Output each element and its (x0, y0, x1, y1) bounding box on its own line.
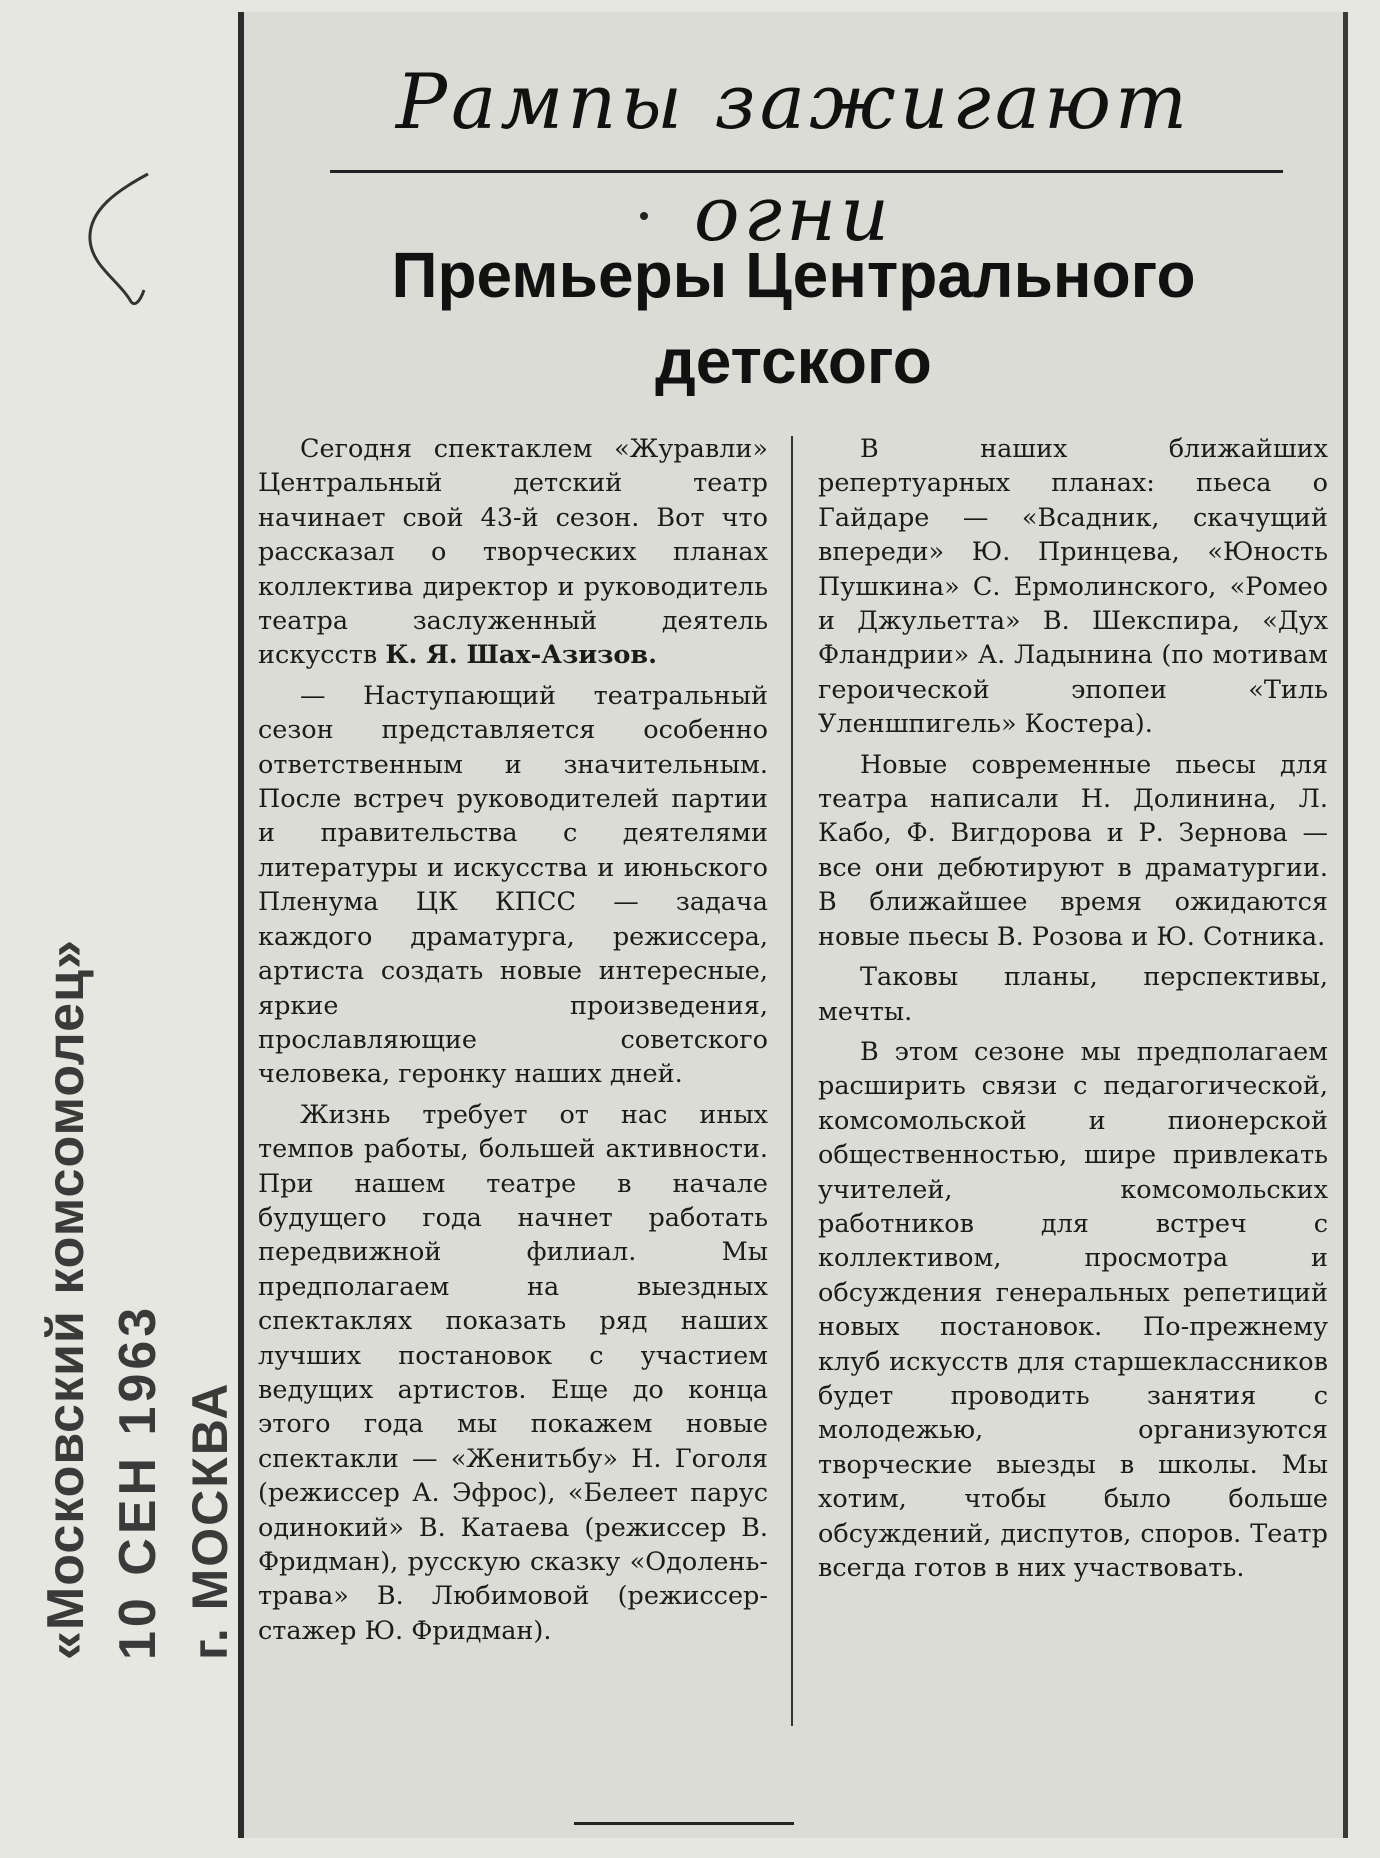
newspaper-clipping (238, 12, 1348, 1838)
paragraph: — Наступающий театральный сезон представляется особенно ответственным и значительным. После встреч руководителей партии и правительства с деятелями литературы и искусства и июньского Пленума ЦК КПСС — задача каждого драматурга, режиссера, артиста создать новые интересные, яркие произведения, прославляющие советского человека, геронку наших дней. (258, 680, 768, 1090)
separator-dot (640, 212, 648, 220)
handwritten-mark (78, 170, 158, 310)
paragraph: В наших ближайших репертуарных планах: пьеса о Гайдаре — «Всадник, скачущий впереди» Ю. Принцева, «Юность Пушкина» С. Ермолинского, «Ромео и Джульетта» В. Шекспира, «Дух Фландрии» А. Ладынина (по мотивам героической эпопеи «Тиль Уленшпигель» Костера). (818, 434, 1328, 740)
paragraph: Таковы планы, перспективы, мечты. (818, 962, 1328, 1027)
rubric-underline (330, 170, 1283, 173)
author-name: К. Я. Шах-Азизов. (385, 640, 658, 671)
rubric-title: Рампы зажигают огни (395, 57, 1192, 258)
column-divider (791, 436, 793, 1726)
newspaper-date-stamp (30, 939, 246, 1660)
paragraph: Жизнь требует от нас иных темпов работы, большей активности. При нашем театре в начале будущего года начнет работать передвижной филиал. Мы предполагаем на выездных спектаклях показать ряд наших лучших постановок с участием ведущих артистов. Еще до конца этого года мы покажем новые спектакли — «Женитьбу» Н. Гоголя (режиссер А. Эфрос), «Белеет парус одинокий» В. Катаева (режиссер В. Фридман), русскую сказку «Одолень-трава» В. Любимовой (режиссер-стажер Ю. Фридман). (258, 1099, 768, 1646)
stamp-city: г. МОСКВА (182, 1381, 238, 1660)
closing-rule (574, 1822, 794, 1825)
article-body (258, 432, 1328, 1742)
headline-line-2: детского (655, 325, 932, 397)
paragraph: Новые современные пьесы для театра написали Н. Долинина, Л. Кабо, Ф. Вигдорова и Р. Зернова — все они дебютируют в драматургии. В ближайшее время ожидаются новые пьесы В. Розова и Ю. Сотника. (818, 749, 1328, 952)
stamp-newspaper-name: «Московский комсомолец» (37, 939, 95, 1660)
stamp-date: 10 СЕН 1963 (109, 1303, 167, 1660)
paragraph: В этом сезоне мы предполагаем расширить связи с педагогической, комсомольской и пионерской общественностью, шире привлекать учителей, комсомольских работников для встреч с коллективом, просмотра и обсуждения генеральных репетиций новых постановок. По-прежнему клуб искусств для старшеклассников будет проводить занятия с молодежью, организуются творческие выезды в школы. Мы хотим, чтобы было больше обсуждений, диспутов, споров. Театр всегда готов в них участвовать. (818, 1036, 1328, 1583)
headline-line-1: Премьеры Центрального (391, 239, 1196, 311)
right-column (818, 432, 1328, 1591)
paragraph (258, 432, 768, 673)
left-column (258, 432, 768, 1654)
article-headline (284, 232, 1303, 404)
intro-text: Сегодня спектаклем «Журавли» Центральный детский театр начинает свой 43-й сезон. Вот что рассказал о творческих планах коллектива директор и руководитель театра заслуженный деятель искусств (258, 434, 768, 671)
